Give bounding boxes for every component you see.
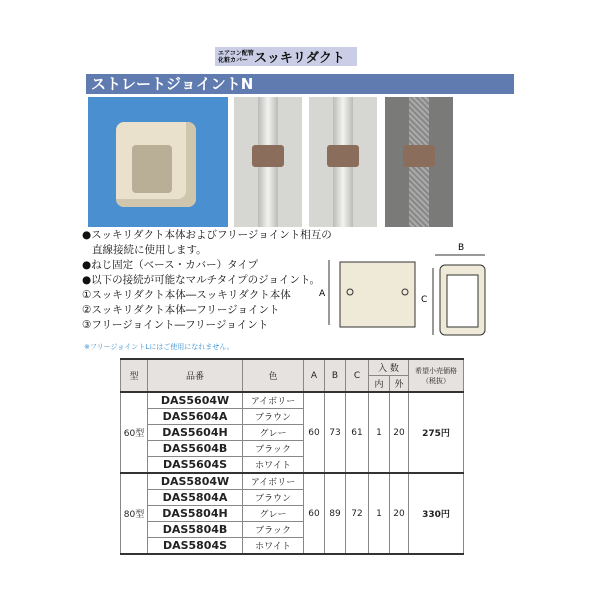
dimension-diagram — [315, 240, 490, 350]
part-number-cell: DAS5804S — [148, 538, 243, 555]
dim-b-cell: 73 — [325, 392, 346, 473]
color-cell: ブラウン — [243, 490, 304, 506]
outer-qty-cell: 20 — [390, 473, 409, 554]
description-line: 直線接続に使用します。 — [92, 244, 207, 256]
header-a: A — [304, 359, 325, 392]
inner-qty-cell: 1 — [369, 392, 390, 473]
color-cell: ブラック — [243, 522, 304, 538]
part-number-cell: DAS5604S — [148, 457, 243, 474]
dim-a-cell: 60 — [304, 473, 325, 554]
header-price-label: 希望小売価格 — [415, 366, 457, 375]
part-number-cell: DAS5804H — [148, 506, 243, 522]
usage-photo-1 — [234, 97, 302, 227]
price-cell: 330円 — [409, 473, 464, 554]
dim-b-cell: 89 — [325, 473, 346, 554]
dim-a-cell: 60 — [304, 392, 325, 473]
description-line: ●以下の接続が可能なマルチタイプのジョイント。 — [82, 274, 320, 286]
description-line: ②スッキリダクト本体―フリージョイント — [82, 304, 280, 316]
description-line: ③フリージョイント―フリージョイント — [82, 319, 269, 331]
part-number-cell: DAS5604A — [148, 409, 243, 425]
color-cell: ブラック — [243, 441, 304, 457]
color-cell: ホワイト — [243, 538, 304, 555]
dim-c-cell: 72 — [346, 473, 369, 554]
color-cell: アイボリー — [243, 392, 304, 409]
part-number-cell: DAS5604B — [148, 441, 243, 457]
header-part: 品番 — [148, 359, 243, 392]
table-row — [121, 392, 464, 409]
page-title: ストレートジョイントN — [86, 74, 514, 94]
series-small-label: エアコン配管化粧カバー — [218, 49, 254, 64]
header-color: 色 — [243, 359, 304, 392]
description — [82, 228, 332, 333]
dimension-c-label: C — [421, 295, 428, 305]
part-number-cell: DAS5804W — [148, 473, 243, 490]
spec-table — [120, 358, 464, 555]
header-c: C — [346, 359, 369, 392]
price-cell: 275円 — [409, 392, 464, 473]
header-outer: 外 — [390, 376, 409, 393]
color-cell: ブラウン — [243, 409, 304, 425]
description-line: ●スッキリダクト本体およびフリージョイント相互の — [82, 229, 332, 241]
type-cell: 80型 — [121, 473, 148, 554]
product-photo — [88, 97, 228, 227]
usage-photo-2 — [309, 97, 377, 227]
color-cell: ホワイト — [243, 457, 304, 474]
dim-c-cell: 61 — [346, 392, 369, 473]
dimension-b-label: B — [458, 243, 465, 253]
series-name: スッキリダクト — [254, 51, 345, 66]
header-inner: 内 — [369, 376, 390, 393]
part-number-cell: DAS5604H — [148, 425, 243, 441]
usage-note: ※フリージョイントLにはご使用になれません。 — [84, 343, 234, 351]
outer-qty-cell: 20 — [390, 392, 409, 473]
header-price — [409, 359, 464, 392]
dimension-a-label: A — [319, 289, 326, 299]
part-number-cell: DAS5804B — [148, 522, 243, 538]
usage-photo-3 — [385, 97, 453, 227]
table-row — [121, 473, 464, 490]
part-number-cell: DAS5604W — [148, 392, 243, 409]
type-cell: 60型 — [121, 392, 148, 473]
inner-qty-cell: 1 — [369, 473, 390, 554]
header-b: B — [325, 359, 346, 392]
header-qty: 入 数 — [369, 359, 409, 376]
description-line: ●ねじ固定（ベース・カバー）タイプ — [82, 259, 259, 271]
series-label — [215, 47, 357, 66]
color-cell: グレー — [243, 506, 304, 522]
description-line: ①スッキリダクト本体―スッキリダクト本体 — [82, 289, 291, 301]
header-type: 型 — [121, 359, 148, 392]
part-number-cell: DAS5804A — [148, 490, 243, 506]
color-cell: グレー — [243, 425, 304, 441]
color-cell: アイボリー — [243, 473, 304, 490]
header-price-sub: （税抜） — [422, 376, 450, 385]
